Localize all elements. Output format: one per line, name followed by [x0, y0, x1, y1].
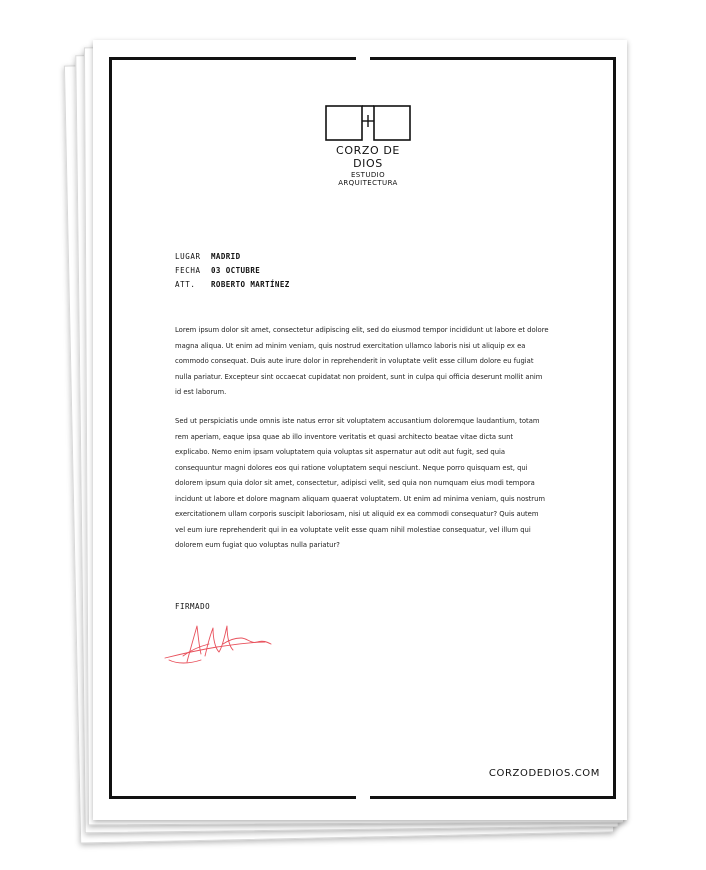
letter-meta	[175, 252, 290, 294]
body-paragraph-2: Sed ut perspiciatis unde omnis iste natus error sit voluptatem accusantium doloremque laudantium, totam rem aperiam, eaque ipsa quae ab illo inventore veritatis et quasi architecto beatae vitae dicta sunt explicabo. Nemo enim ipsam voluptatem quia voluptas sit aspernatur aut odit aut fugit, sed quia consequuntur magni dolores eos qui ratione voluptatem sequi nesciunt. Neque porro quisquam est, qui dolorem ipsum quia dolor sit amet, consectetur, adipisci velit, sed quia non numquam eius modi tempora incidunt ut labore et dolore magnam aliquam quaerat voluptatem. Ut enim ad minima veniam, quis nostrum exercitationem ullam corporis suscipit laboriosam, nisi ut aliquid ex ea commodi consequatur? Quis autem vel eum iure reprehenderit qui in ea voluptate velit esse quam nihil molestiae consequatur, vel illum qui dolorem eum fugiat quo voluptas nulla pariatur?	[175, 417, 546, 549]
meta-value: MADRID	[211, 252, 241, 261]
frame-gap-top	[356, 53, 370, 61]
body-paragraph-1: Lorem ipsum dolor sit amet, consectetur adipiscing elit, sed do eiusmod tempor incididunt ut labore et dolore magna aliqua. Ut enim ad minim veniam, quis nostrud exercitation ullamco laboris nisi ut aliquip ex ea commodo consequat. Duis aute irure dolor in reprehenderit in voluptate velit esse cillum dolore eu fugiat nulla pariatur. Excepteur sint occaecat cupidatat non proident, sunt in culpa qui officia deserunt mollit anim id est laborum.	[175, 326, 549, 396]
letter-page	[93, 40, 627, 820]
signature-label: FIRMADO	[175, 602, 211, 611]
meta-row-place	[175, 252, 290, 266]
meta-value: ROBERTO MARTÍNEZ	[211, 280, 290, 289]
meta-value: 03 OCTUBRE	[211, 266, 261, 275]
brand-tagline: ESTUDIO ARQUITECTURA	[338, 171, 398, 187]
brand-name: CORZO DE DIOS	[336, 144, 400, 170]
meta-label: ATT.	[175, 280, 196, 289]
meta-label: LUGAR	[175, 252, 201, 261]
meta-row-date	[175, 266, 290, 280]
meta-label: FECHA	[175, 266, 201, 275]
frame-gap-bottom	[356, 794, 370, 802]
two-square-plus-logo-icon	[323, 104, 413, 142]
handwritten-signature-icon	[161, 620, 281, 670]
meta-row-attention	[175, 280, 290, 294]
brand-logo	[323, 104, 413, 187]
website-url: CORZODEDIOS.COM	[488, 768, 600, 779]
